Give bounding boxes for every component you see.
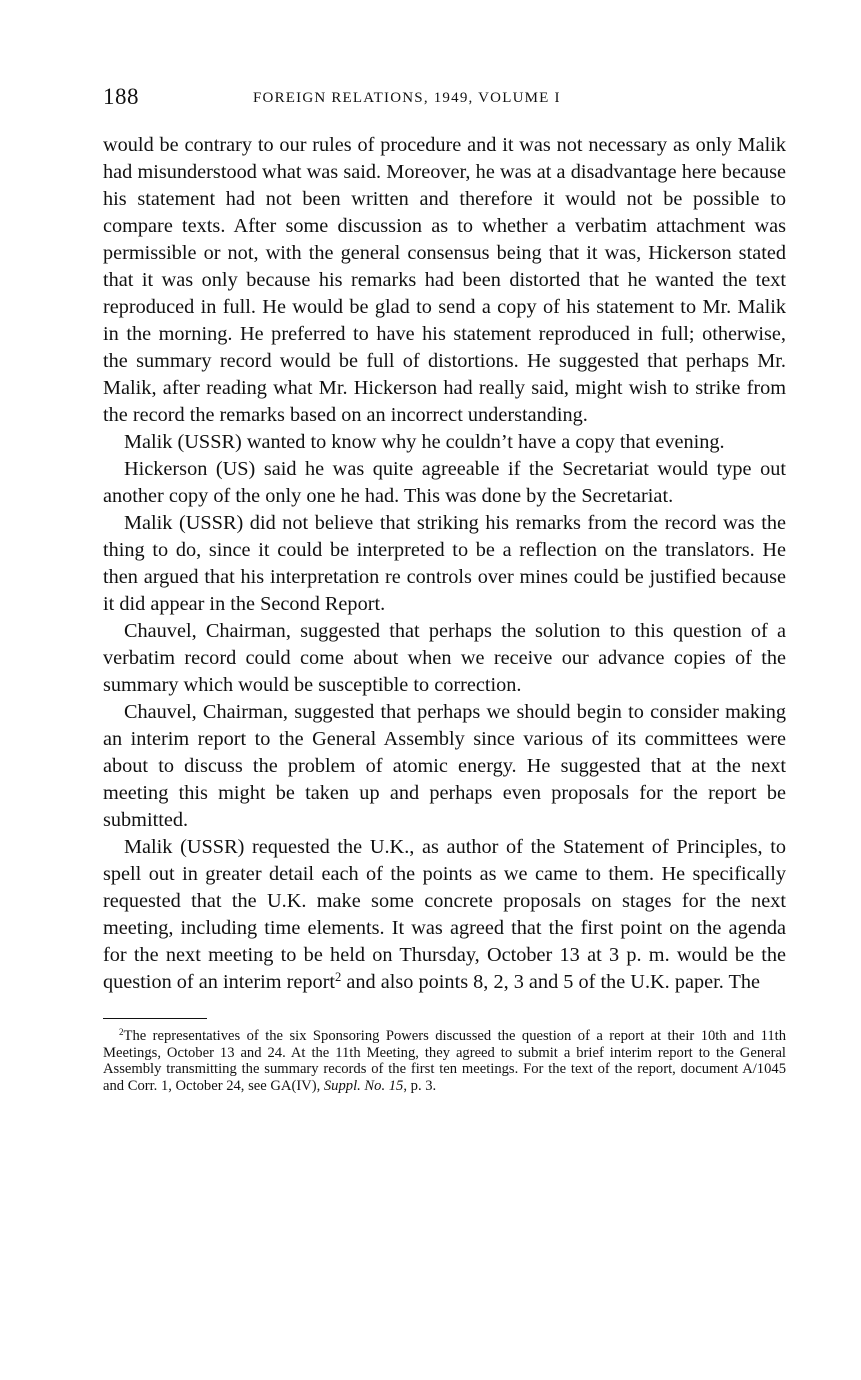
- page-number: 188: [103, 84, 139, 109]
- footnote-divider: [103, 1018, 207, 1019]
- paragraph-malik-copy: Malik (USSR) wanted to know why he couldn’t have a copy that evening.: [124, 431, 725, 453]
- paragraph-text-end: and also points 8, 2, 3 and 5 of the U.K. paper. The: [341, 971, 761, 993]
- body-text: [103, 132, 786, 996]
- paragraph-malik-striking: Malik (USSR) did not believe that striking his remarks from the record was the thing to do, since it could be interpreted to be a reflection on the translators. He then argued that his interpretation re controls over mines could be justified because it did appear in the Second Report.: [103, 512, 786, 615]
- running-head: FOREIGN RELATIONS, 1949, VOLUME I: [253, 90, 561, 106]
- paragraph-hickerson: Hickerson (US) said he was quite agreeable if the Secretariat would type out another copy of the only one he had. This was done by the Secretariat.: [103, 458, 786, 507]
- footnote-end: , p. 3.: [403, 1077, 437, 1094]
- paragraph-chauvel-verbatim: Chauvel, Chairman, suggested that perhaps the solution to this question of a verbatim record could come about when we receive our advance copies of the summary which would be susceptible to correction.: [103, 620, 786, 696]
- document-page: [103, 84, 786, 1094]
- paragraph-continued: would be contrary to our rules of procedure and it was not necessary as only Malik had misunderstood what was said. Moreover, he was at a disadvantage here because his statement had not been written and therefore it would not be possible to compare texts. After some discussion as to whether a verbatim attachment was permissible or not, with the general consensus being that it was, Hickerson stated that it was only because his remarks had been distorted that he wanted the text reproduced in full. He would be glad to send a copy of his statement to Mr. Malik in the morning. He preferred to have his statement reproduced in full; otherwise, the summary record would be full of distortions. He suggested that perhaps Mr. Malik, after reading what Mr. Hickerson had really said, might wish to strike from the record the remarks based on an incorrect understanding.: [103, 134, 786, 426]
- paragraph-text: Malik (USSR) requested the U.K., as author of the Statement of Principles, to spell out in greater detail each of the points as we came to them. He specifically requested that the U.K. make some concrete proposals on stages for the next meeting, including time elements. It was agreed that the first point on the agenda for the next meeting to be held on Thursday, October 13 at 3 p. m. would be the question of an interim report: [103, 836, 786, 993]
- paragraph-chauvel-interim: Chauvel, Chairman, suggested that perhaps we should begin to consider making an interim report to the General Assembly since various of its committees were about to discuss the problem of atomic energy. He suggested that at the next meeting this might be taken up and perhaps even proposals for the report be submitted.: [103, 701, 786, 831]
- paragraph-malik-uk: [103, 834, 786, 996]
- footnote: [103, 1028, 786, 1094]
- page-header: [103, 84, 786, 118]
- footnote-text: The representatives of the six Sponsoring Powers discussed the question of a report at their 10th and 11th Meetings, October 13 and 24. At the 11th Meeting, they agreed to submit a brief interim report to the General Assembly transmitting the summary records of the first ten meetings. For the text of the report, document A/1045 and Corr. 1, October 24, see GA(IV),: [103, 1028, 786, 1094]
- footnote-marker: 2: [119, 1027, 124, 1038]
- footnote-italic-reference: Suppl. No. 15: [323, 1077, 404, 1094]
- footnote-reference: 2: [335, 970, 342, 985]
